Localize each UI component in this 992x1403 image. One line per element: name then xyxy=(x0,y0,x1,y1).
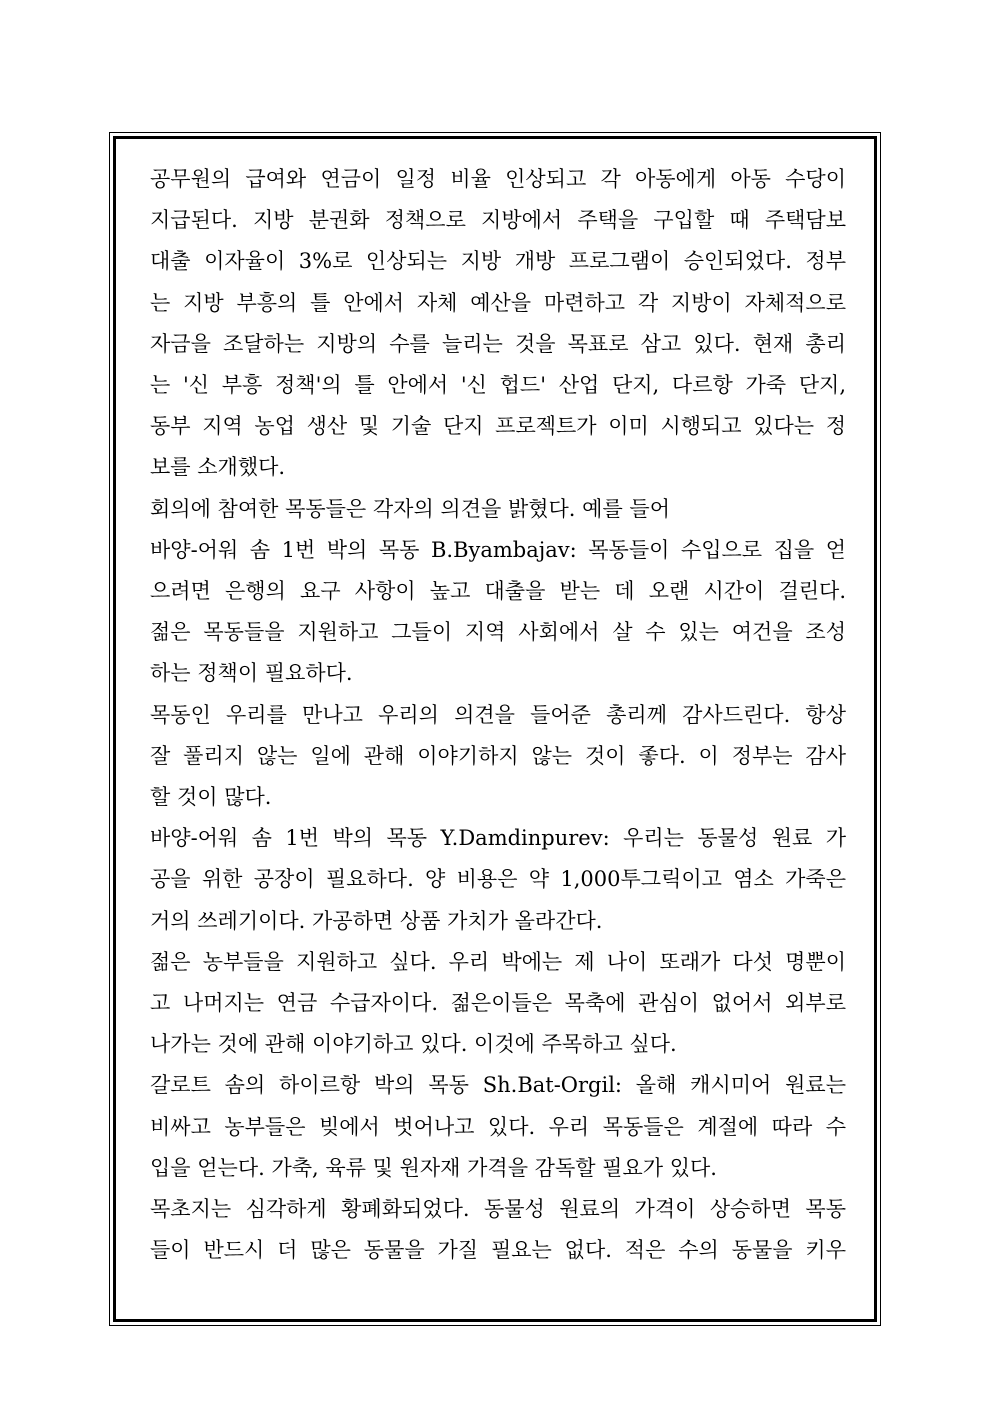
text-line: 바양-어워 솜 1번 박의 목동 Y.Damdinpurev: 우리는 동물성 원료 가 xyxy=(150,826,846,851)
text-line: 고 나머지는 연금 수급자이다. 젊은이들은 목축에 관심이 없어서 외부로 xyxy=(150,991,846,1016)
text-line: 으려면 은행의 요구 사항이 높고 대출을 받는 데 오랜 시간이 걸린다. xyxy=(150,579,846,604)
text-line: 젊은 농부들을 지원하고 싶다. 우리 박에는 제 나이 또래가 다섯 명뿐이 xyxy=(150,949,846,974)
text-line: 대출 이자율이 3%로 인상되는 지방 개방 프로그램이 승인되었다. 정부 xyxy=(150,249,846,274)
text-line: 자금을 조달하는 지방의 수를 늘리는 것을 목표로 삼고 있다. 현재 총리 xyxy=(150,331,846,356)
text-line: 는 '신 부흥 정책'의 틀 안에서 '신 헙드' 산업 단지, 다르항 가죽 단지, xyxy=(150,373,846,398)
text-line: 비싸고 농부들은 빚에서 벗어나고 있다. 우리 목동들은 계절에 따라 수 xyxy=(150,1114,846,1139)
text-line: 갈로트 솜의 하이르항 박의 목동 Sh.Bat-Orgil: 올해 캐시미어 원료는 xyxy=(150,1073,846,1098)
text-line: 목초지는 심각하게 황폐화되었다. 동물성 원료의 가격이 상승하면 목동 xyxy=(150,1197,846,1222)
text-line: 동부 지역 농업 생산 및 기술 단지 프로젝트가 이미 시행되고 있다는 정 xyxy=(150,414,846,439)
text-line: 나가는 것에 관해 이야기하고 있다. 이것에 주목하고 싶다. xyxy=(150,1032,677,1057)
text-line: 하는 정책이 필요하다. xyxy=(150,661,353,686)
text-line: 지급된다. 지방 분권화 정책으로 지방에서 주택을 구입할 때 주택담보 xyxy=(150,208,846,233)
text-line: 바양-어워 솜 1번 박의 목동 B.Byambajav: 목동들이 수입으로 집을 얻 xyxy=(150,537,846,562)
text-line: 입을 얻는다. 가축, 육류 및 원자재 가격을 감독할 필요가 있다. xyxy=(150,1155,717,1180)
text-line: 보를 소개했다. xyxy=(150,455,286,480)
text-line: 는 지방 부흥의 틀 안에서 자체 예산을 마련하고 각 지방이 자체적으로 xyxy=(150,290,846,315)
page-border-inner xyxy=(113,136,877,1322)
text-line: 공무원의 급여와 연금이 일정 비율 인상되고 각 아동에게 아동 수당이 xyxy=(150,167,846,191)
text-line: 할 것이 많다. xyxy=(150,785,272,810)
text-line: 잘 풀리지 않는 일에 관해 이야기하지 않는 것이 좋다. 이 정부는 감사 xyxy=(150,743,846,768)
page-border-outer xyxy=(109,132,881,1326)
text-line: 거의 쓰레기이다. 가공하면 상품 가치가 올라간다. xyxy=(150,908,603,933)
text-line: 젊은 목동들을 지원하고 그들이 지역 사회에서 살 수 있는 여건을 조성 xyxy=(150,620,846,645)
text-line: 공을 위한 공장이 필요하다. 양 비용은 약 1,000투그릭이고 염소 가죽은 xyxy=(150,867,846,892)
document-body xyxy=(150,159,846,1271)
text-line: 목동인 우리를 만나고 우리의 의견을 들어준 총리께 감사드린다. 항상 xyxy=(150,702,846,727)
text-line: 들이 반드시 더 많은 동물을 가질 필요는 없다. 적은 수의 동물을 키우 xyxy=(150,1238,846,1263)
text-line: 회의에 참여한 목동들은 각자의 의견을 밝혔다. 예를 들어 xyxy=(150,496,670,521)
